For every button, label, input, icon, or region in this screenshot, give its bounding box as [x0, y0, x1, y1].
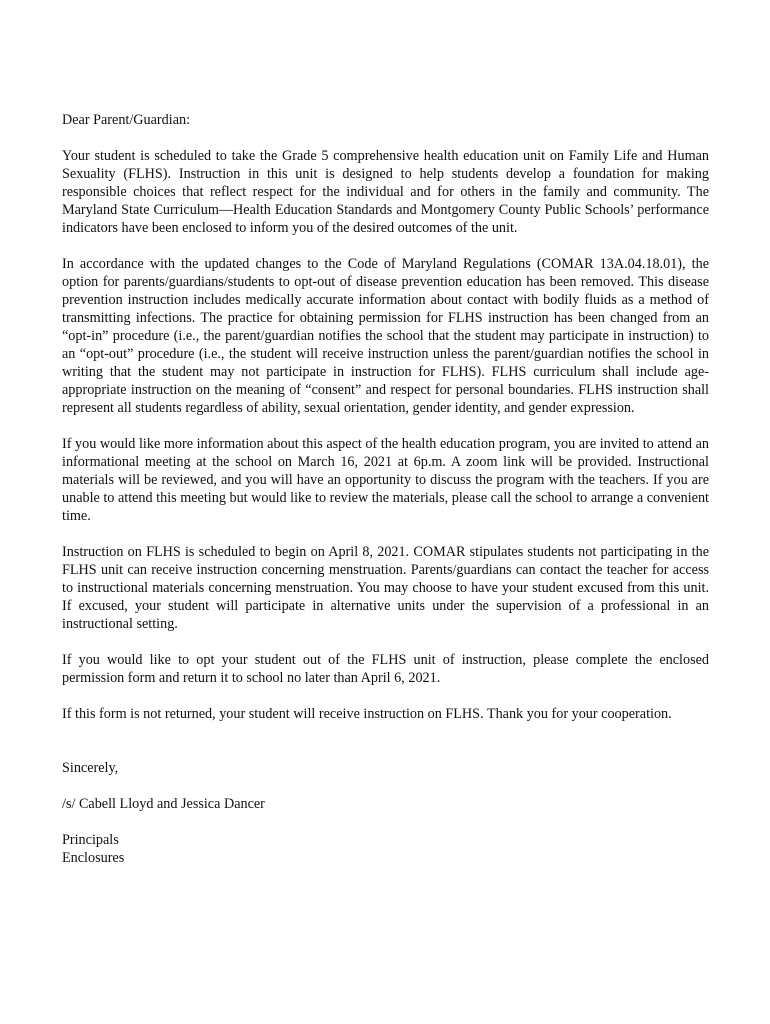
- paragraph-instruction-schedule: Instruction on FLHS is scheduled to begin on April 8, 2021. COMAR stipulates students not participating in the FLHS unit can receive instruction concerning menstruation. Parents/guardians can contact the teacher for access to instructional materials concerning menstruation. You may choose to have your student excused from this unit. If excused, your student will participate in alternative units under the supervision of a professional in an instructional setting.: [62, 544, 709, 632]
- paragraph-form-not-returned: If this form is not returned, your student will receive instruction on FLHS. Thank you for your cooperation.: [62, 706, 672, 722]
- salutation: Dear Parent/Guardian:: [62, 112, 191, 128]
- enclosures-note: Enclosures: [62, 850, 125, 866]
- paragraph-opt-out-instructions: If you would like to opt your student out of the FLHS unit of instruction, please complete the enclosed permission form and return it to school no later than April 6, 2021.: [62, 652, 709, 686]
- letter-body: [62, 111, 709, 867]
- paragraph-curriculum-intro: Your student is scheduled to take the Grade 5 comprehensive health education unit on Family Life and Human Sexuality (FLHS). Instruction in this unit is designed to help students develop a foundation for making responsible choices that reflect respect for the individual and for others in the family and community. The Maryland State Curriculum—Health Education Standards and Montgomery County Public Schools’ performance indicators have been enclosed to inform you of the desired outcomes of the unit.: [62, 148, 709, 236]
- closing: Sincerely,: [62, 760, 119, 776]
- paragraph-informational-meeting: If you would like more information about this aspect of the health education program, you are invited to attend an informational meeting at the school on March 16, 2021 at 6p.m. A zoom link will be provided. Instructional materials will be reviewed, and you will have an opportunity to discuss the program with the teachers. If you are unable to attend this meeting but would like to review the materials, please call the school to arrange a convenient time.: [62, 436, 709, 524]
- signer-title: Principals: [62, 832, 119, 848]
- paragraph-comar-changes: In accordance with the updated changes to the Code of Maryland Regulations (COMAR 13A.04.18.01), the option for parents/guardians/students to opt-out of disease prevention education has been removed. This disease prevention instruction includes medically accurate information about contact with bodily fluids as a method of transmitting infections. The practice for obtaining permission for FLHS instruction has been changed from an “opt-in” procedure (i.e., the parent/guardian notifies the school that the student may participate in instruction) to an “opt-out” procedure (i.e., the student will receive instruction unless the parent/guardian notifies the school in writing that the student may not participate in instruction for FLHS). FLHS curriculum shall include age-appropriate instruction on the meaning of “consent” and respect for personal boundaries. FLHS instruction shall represent all students regardless of ability, sexual orientation, gender identity, and gender expression.: [62, 256, 709, 416]
- signature: /s/ Cabell Lloyd and Jessica Dancer: [62, 796, 265, 812]
